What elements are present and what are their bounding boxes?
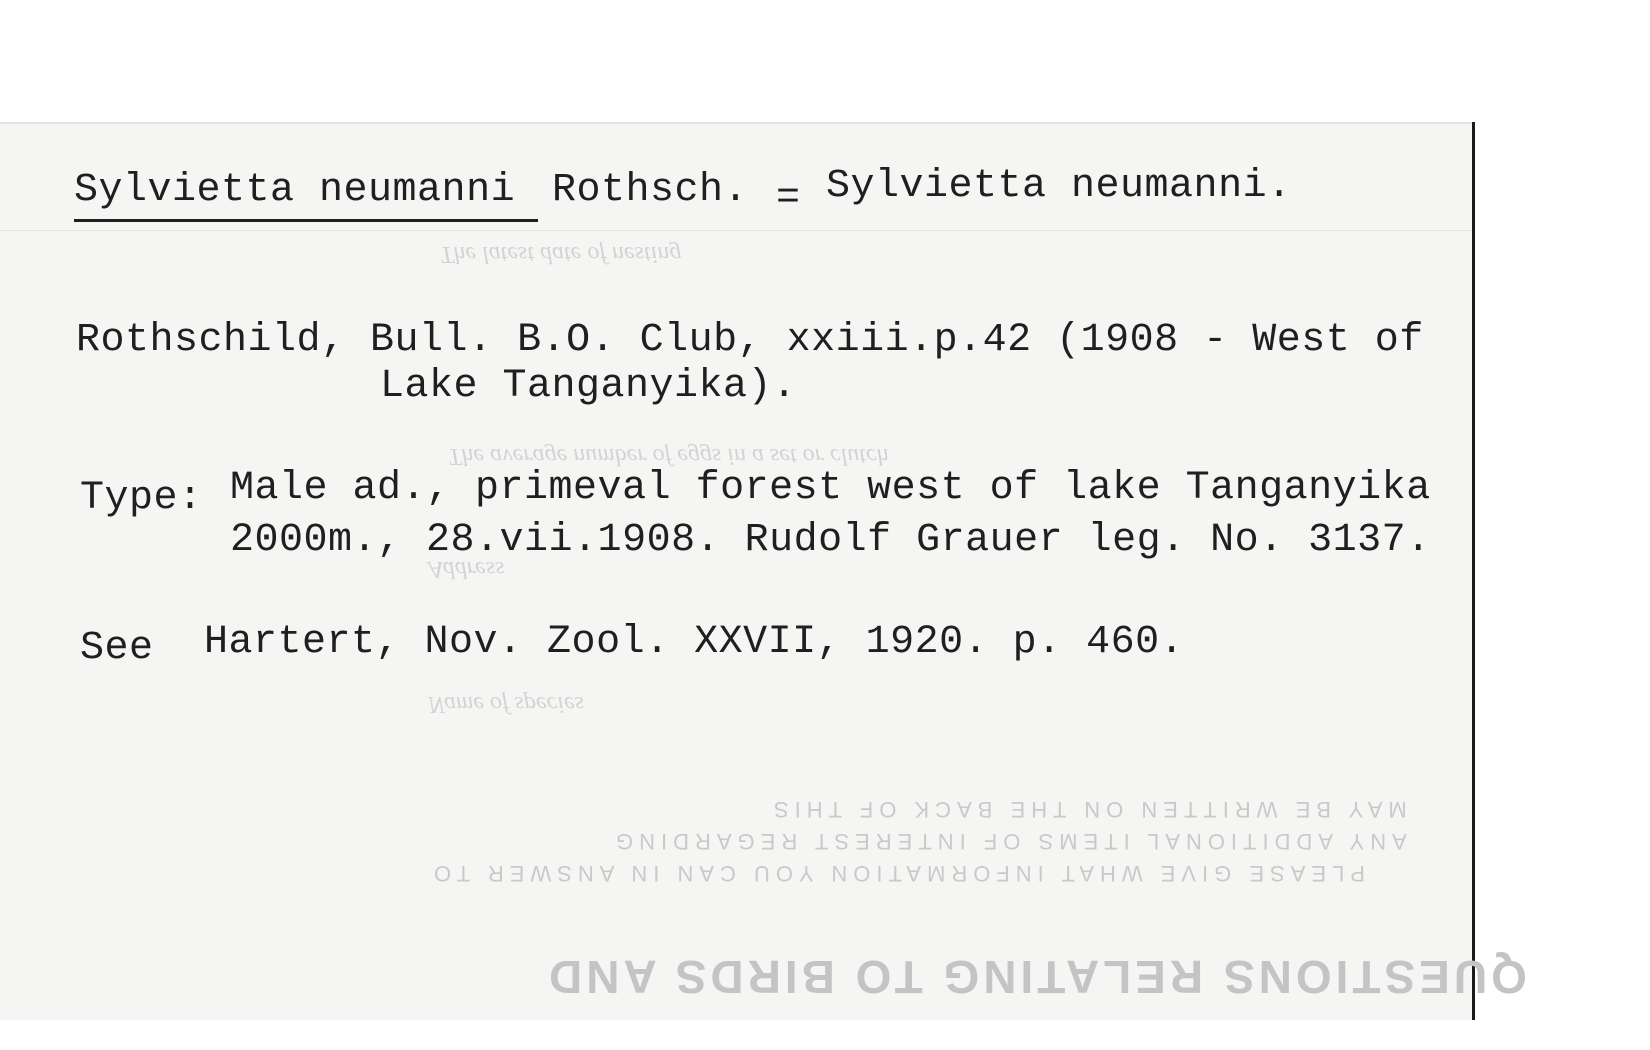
bleed-through-line-2: ANY ADDITIONAL ITEMS OF INTEREST REGARDING [610, 829, 1407, 854]
species-synonym: Sylvietta neumanni. [826, 164, 1292, 209]
bleed-through-heading: QUESTIONS RELATING TO BIRDS AND [545, 951, 1527, 1003]
bleed-through-line-3: MAY BE WRITTEN ON THE BACK OF THIS [768, 797, 1407, 822]
species-author: Rothsch. [552, 168, 749, 213]
bleed-through-form-2: Address [428, 556, 505, 582]
bleed-through-line-1: PLEASE GIVE WHAT INFORMATION YOU CAN IN ANSWER TO [428, 861, 1365, 886]
reference-line-1: Rothschild, Bull. B.O. Club, xxiii.p.42 (1908 - West of [76, 318, 1424, 363]
type-label: Type: [80, 476, 203, 521]
reference-line-2: Lake Tanganyika). [380, 364, 797, 409]
type-line-1: Male ad., primeval forest west of lake Tanganyika [230, 466, 1431, 511]
bleed-through-form-1: Name of species [428, 691, 584, 717]
see-reference: Hartert, Nov. Zool. XXVII, 1920. p. 460. [204, 620, 1185, 665]
bleed-through-form-4: The latest date of nesting [440, 241, 682, 267]
species-name: Sylvietta neumanni [74, 168, 516, 213]
bleed-through-form-3: The average number of eggs in a set or clutch [448, 443, 889, 469]
card-rule-line [0, 230, 1472, 231]
see-label: See [80, 626, 154, 671]
equals-sign: = [776, 176, 801, 221]
type-line-2: 2000m., 28.vii.1908. Rudolf Grauer leg. No. 3137. [230, 518, 1431, 563]
species-name-underline [74, 219, 538, 222]
